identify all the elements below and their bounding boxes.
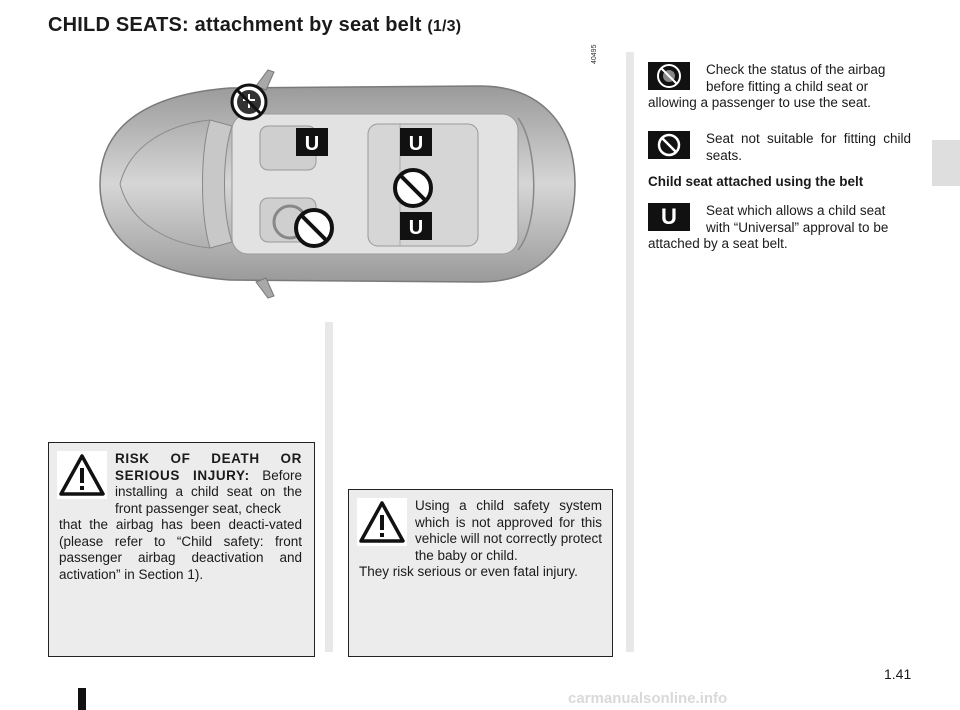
legend-not-suitable [648, 131, 911, 164]
u-marker-label: U [304, 133, 320, 155]
car-seating-diagram [60, 64, 580, 304]
not-suitable-text: Seat not suitable for fitting child seats. [706, 131, 911, 163]
universal-text: Seat which allows a child seat with “Universal” approval to be attached by a seat belt. [648, 203, 889, 251]
warning-heading: RISK OF DEATH OR SERIOUS INJURY: [115, 451, 302, 483]
warning-body-text: They risk serious or even fatal injury. [359, 564, 578, 579]
warning-intro-text: Before installing a child seat on the front passenger seat, check [115, 467, 302, 516]
u-marker-rear-right [400, 212, 432, 240]
warning-triangle-icon [57, 451, 107, 499]
page-title [48, 14, 461, 37]
title-part-indicator: (1/3) [427, 18, 462, 35]
warning-panel-airbag [48, 442, 315, 657]
warning-body-text: that the airbag has been deacti-vated (please refer to “Child safety: front passenger airbag deactivation and activation” in Section 1). [59, 517, 302, 582]
column-divider-left [325, 322, 333, 652]
prohibited-marker-front-passenger [296, 210, 332, 246]
column-divider-right [626, 52, 634, 652]
page-number: 1.41 [884, 666, 912, 682]
warning-intro-text: Using a child safety system which is not approved for this vehicle will not correctly protect the baby or child. [415, 498, 602, 563]
title-text: CHILD SEATS: attachment by seat belt [48, 14, 422, 36]
watermark-text: carmanualsonline.info [568, 690, 728, 707]
warning-triangle-icon [357, 498, 407, 546]
airbag-check-text: Check the status of the airbag before fitting a child seat or allowing a passenger to use the seat. [648, 62, 886, 110]
legend-universal [648, 203, 911, 253]
warning-panel-approval [348, 489, 613, 657]
legend-airbag-check [648, 62, 911, 112]
universal-u-icon: U [648, 203, 690, 231]
u-marker-rear-left [400, 128, 432, 156]
u-marker-front [296, 128, 328, 156]
u-marker-label: U [408, 217, 424, 239]
section-bottom-mark [78, 688, 86, 710]
airbag-check-icon [648, 62, 690, 90]
airbag-check-marker [232, 85, 266, 119]
prohibited-marker-rear-center [395, 170, 431, 206]
section-side-tab [932, 140, 960, 186]
prohibited-icon [648, 131, 690, 159]
illustration-reference-code: 40495 [591, 44, 598, 64]
belt-section-heading: Child seat attached using the belt [648, 174, 864, 189]
u-marker-label: U [408, 133, 424, 155]
